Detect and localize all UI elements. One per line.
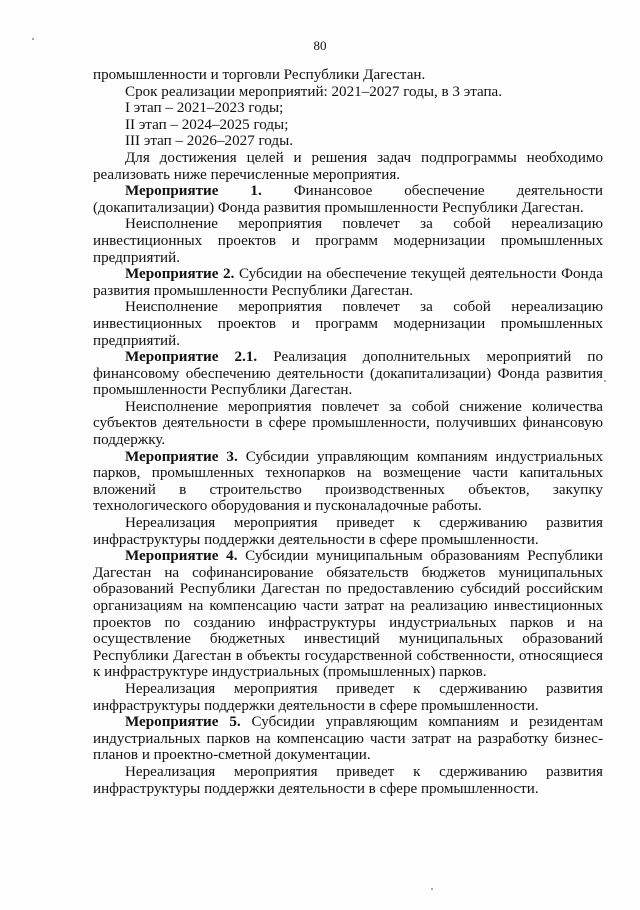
- paragraph: II этап – 2024–2025 годы;: [125, 116, 289, 133]
- paragraph: Неисполнение мероприятия повлечет за собой нереализацию инвестиционных проектов и программ модернизации промышленных предприятий.: [93, 299, 603, 349]
- measure-heading: Мероприятие 4.: [125, 548, 238, 565]
- paragraph: Для достижения целей и решения задач подпрограммы необходимо реализовать ниже перечисленные мероприятия.: [93, 149, 603, 183]
- paragraph: Мероприятие 3. Субсидии управляющим компаниям индустриальных парков, промышленных технопарков на возмещение части капитальных вложений в строительство производственных объектов, закупку технологического оборудования и пусконаладочные работы.: [93, 448, 603, 515]
- paragraph: Мероприятие 4. Субсидии муниципальным образованиям Республики Дагестан на софинансирование обязательств бюджетов муниципальных образований Республики Дагестан по предоставлению субсидий российским организациям на компенсацию части затрат на реализацию инвестиционных проектов по созданию инфраструктуры индустриальных парков и на осуществление бюджетных инвестиций муниципальных образований Республики Дагестан в объекты государственной собственности, относящиеся к инфраструктуре индустриальных (промышленных) парков.: [93, 548, 604, 681]
- paragraph: Мероприятие 2. Субсидии на обеспечение текущей деятельности Фонда развития промышленности Республики Дагестан.: [93, 266, 603, 299]
- measure-heading: Мероприятие 2.: [125, 266, 235, 283]
- paragraph: Неисполнение мероприятия повлечет за собой снижение количества субъектов деятельности в сфере промышленности, получивших финансовую поддержку.: [93, 398, 603, 449]
- paragraph: I этап – 2021–2023 годы;: [125, 100, 284, 117]
- paragraph: Мероприятие 1. Финансовое обеспечение деятельности (докапитализации) Фонда развития промышленности Республики Дагестан.: [93, 183, 603, 216]
- scan-speck: [431, 888, 433, 890]
- measure-heading: Мероприятие 3.: [125, 448, 238, 465]
- scan-speck: [604, 380, 606, 382]
- page-number: 80: [313, 38, 327, 53]
- paragraph: Срок реализации мероприятий: 2021–2027 годы, в 3 этапа.: [125, 83, 503, 100]
- paragraph: Нереализация мероприятия приведет к сдерживанию развития инфраструктуры поддержки деятельности в сфере промышленности.: [93, 763, 603, 797]
- paragraph: Мероприятие 2.1. Реализация дополнительных мероприятий по финансовому обеспечению деятельности (докапитализации) Фонда развития промышленности Республики Дагестан.: [93, 349, 603, 399]
- measure-heading: Мероприятие 1.: [125, 183, 262, 200]
- paragraph: Мероприятие 5. Субсидии управляющим компаниям и резидентам индустриальных парков на компенсацию части затрат на разработку бизнес-планов и проектно-сметной документации.: [93, 714, 604, 764]
- document-body: [93, 67, 603, 797]
- scan-speck: [32, 38, 34, 40]
- measure-heading: Мероприятие 2.1.: [125, 349, 258, 366]
- measure-heading: Мероприятие 5.: [125, 714, 241, 731]
- paragraph: Нереализация мероприятия приведет к сдерживанию развития инфраструктуры поддержки деятельности в сфере промышленности.: [93, 515, 603, 548]
- paragraph: промышленности и торговли Республики Дагестан.: [93, 67, 426, 83]
- paragraph: III этап – 2026–2027 годы.: [125, 133, 293, 150]
- paragraph: Неисполнение мероприятия повлечет за собой нереализацию инвестиционных проектов и программ модернизации промышленных предприятий.: [93, 216, 603, 266]
- paragraph: Нереализация мероприятия приведет к сдерживанию развития инфраструктуры поддержки деятельности в сфере промышленности.: [93, 680, 603, 714]
